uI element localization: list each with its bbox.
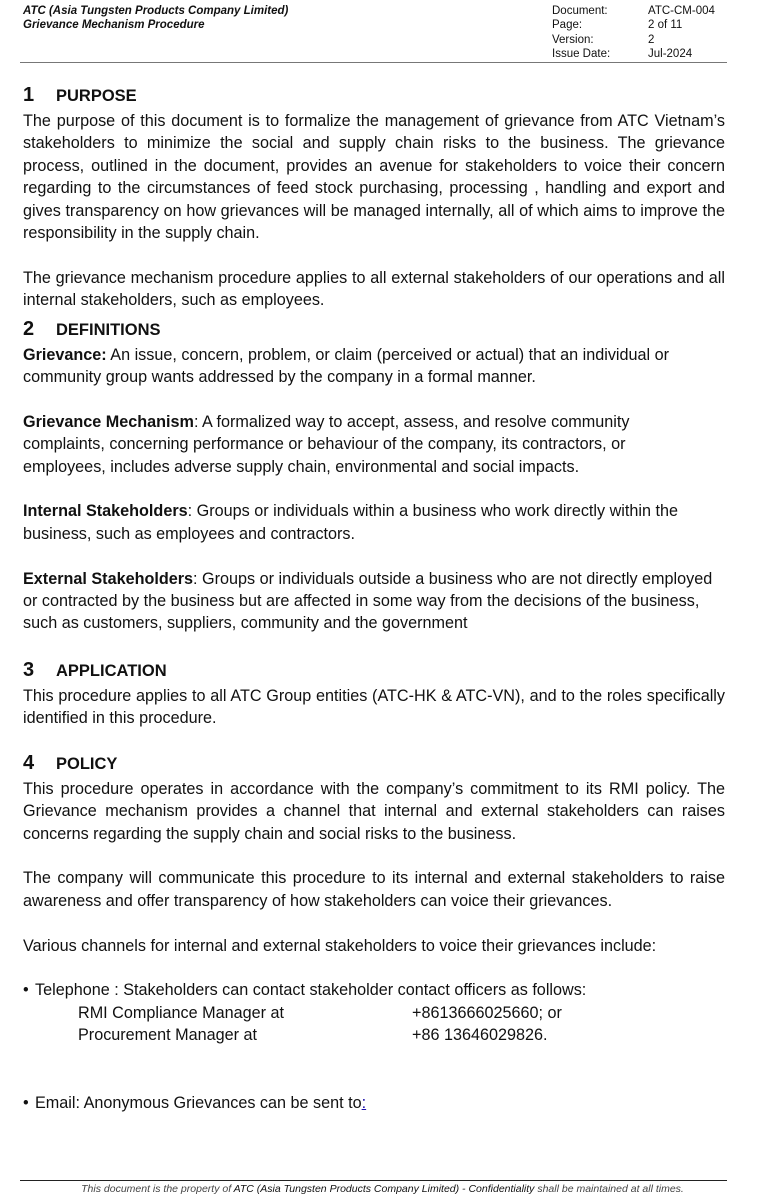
paragraph: The company will communicate this procedure to its internal and external stakeholders to raise awareness and offer transparency of how stakeholders can voice their grievances. bbox=[23, 869, 725, 910]
document-body bbox=[23, 84, 725, 1114]
page-footer: This document is the property of ATC (Asia Tungsten Products Company Limited) - Confidentiality shall be maintained at all times. bbox=[81, 1183, 684, 1195]
bullet-icon: • bbox=[23, 1093, 29, 1112]
definition-grievance: Grievance: An issue, concern, problem, or claim (perceived or actual) that an individual or community group wants addressed by the company in a formal manner. bbox=[23, 345, 670, 387]
paragraph: The purpose of this document is to formalize the management of grievance from ATC Vietnam’s stakeholders to minimize the social and supply chain risks to the business. The grievance process, outlined in the document, provides an avenue for stakeholders to voice their concern regarding to the circumstances of feed stock purchasing, processing , handling and export and gives transparency on how grievances will be managed internally, all of which aims to improve the responsibility in the supply chain. bbox=[23, 112, 725, 243]
section-heading: 3 APPLICATION bbox=[23, 658, 167, 681]
footer-divider bbox=[20, 1180, 727, 1181]
section-policy bbox=[23, 752, 725, 1114]
contact-procurement: Procurement Manager at +86 13646029826. bbox=[23, 1024, 725, 1046]
email-link[interactable]: : bbox=[361, 1093, 367, 1112]
section-heading: 1 PURPOSE bbox=[23, 84, 137, 106]
section-purpose bbox=[23, 84, 725, 312]
bullet-email: • Email: Anonymous Grievances can be sent to : bbox=[23, 1092, 725, 1114]
section-heading: 2 DEFINITIONS bbox=[23, 317, 161, 340]
definition-internal-stakeholders: Internal Stakeholders: Groups or individuals within a business who work directly within the business, such as employees and contractors. bbox=[23, 502, 678, 543]
definition-grievance-mechanism: Grievance Mechanism: A formalized way to accept, assess, and resolve community complaints, concerning performance or behaviour of the company, its contractors, or employees, includes adverse supply chain, environmental and social impacts. bbox=[23, 412, 630, 476]
document-title: Grievance Mechanism Procedure bbox=[23, 19, 205, 31]
meta-page: Page: 2 of 11 bbox=[552, 19, 683, 32]
document-meta bbox=[552, 4, 715, 61]
header-divider bbox=[20, 62, 727, 63]
section-definitions bbox=[23, 318, 725, 635]
meta-document: Document: ATC-CM-004 bbox=[552, 5, 715, 17]
header-left bbox=[23, 4, 288, 32]
definition-external-stakeholders: External Stakeholders: Groups or individuals outside a business who are not directly employed or contracted by the business but are affected in some way from the decisions of the business, such as customers, suppliers, community and the government bbox=[23, 569, 713, 633]
telephone-channel bbox=[23, 979, 725, 1046]
paragraph: This procedure applies to all ATC Group entities (ATC-HK & ATC-VN), and to the roles specifically identified in this procedure. bbox=[23, 686, 725, 728]
bullet-telephone: • Telephone : Stakeholders can contact stakeholder contact officers as follows: bbox=[23, 979, 725, 1001]
paragraph: This procedure operates in accordance with the company’s commitment to its RMI policy. The Grievance mechanism provides a channel that internal and external stakeholders can raises concerns regarding the supply chain and social risks to the business. bbox=[23, 779, 725, 843]
phone-number: +8613666025660; or bbox=[412, 1003, 562, 1022]
paragraph: Various channels for internal and external stakeholders to voice their grievances include: bbox=[23, 936, 657, 955]
paragraph: The grievance mechanism procedure applies to all external stakeholders of our operations and all internal stakeholders, such as employees. bbox=[23, 268, 725, 310]
section-application bbox=[23, 659, 725, 730]
contact-rmi-compliance: RMI Compliance Manager at +8613666025660; or bbox=[23, 1002, 725, 1024]
meta-issue-date: Issue Date: Jul-2024 bbox=[552, 47, 693, 60]
bullet-icon: • bbox=[23, 981, 29, 1000]
meta-version: Version: 2 bbox=[552, 33, 655, 46]
company-name: ATC (Asia Tungsten Products Company Limited) bbox=[23, 5, 289, 17]
section-heading: 4 POLICY bbox=[23, 751, 118, 774]
phone-number: +86 13646029826. bbox=[412, 1026, 548, 1045]
